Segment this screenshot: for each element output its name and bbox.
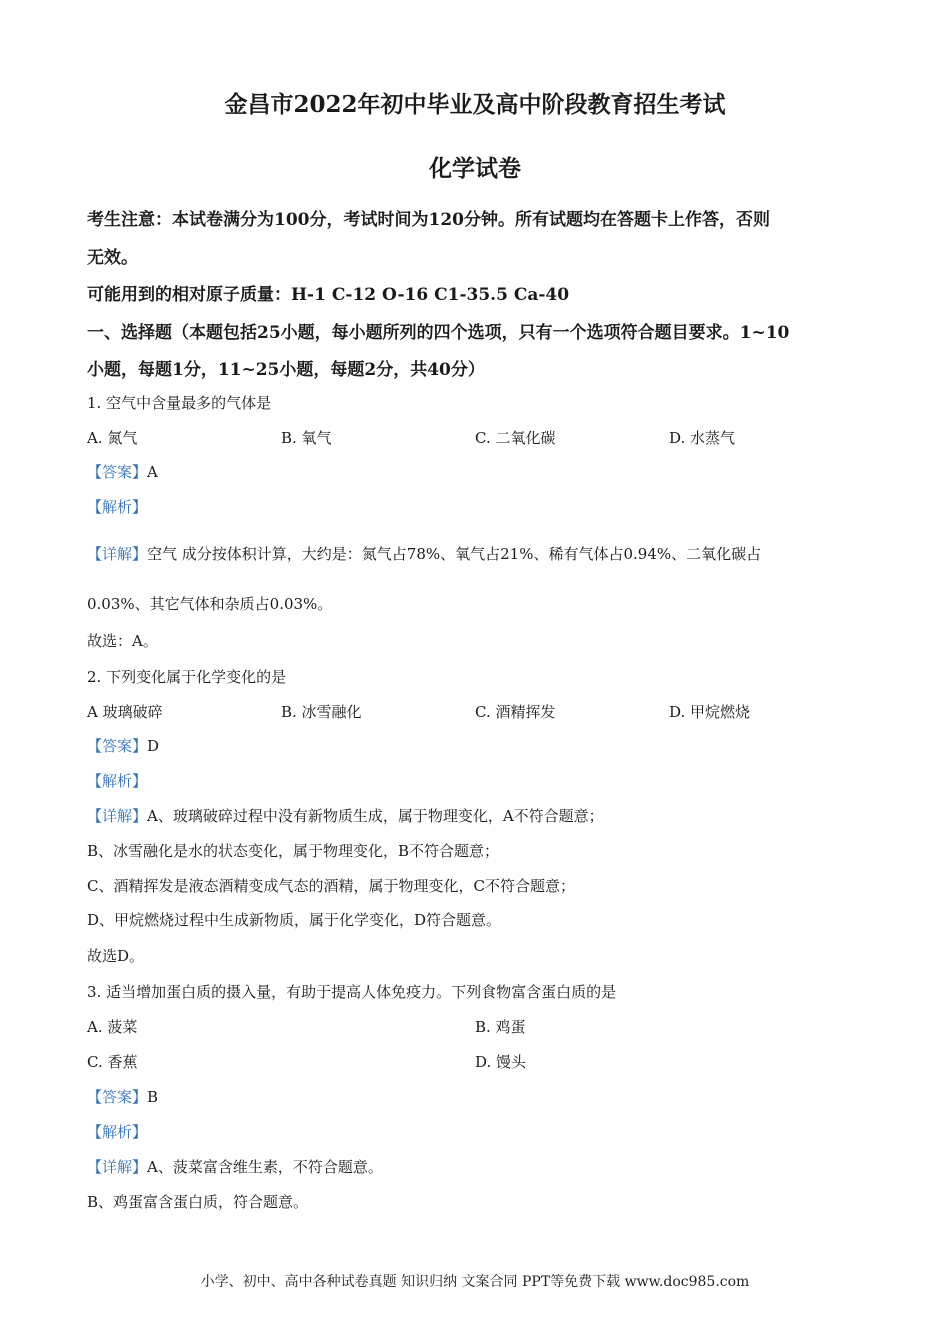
- q1-option-c: C. 二氧化碳: [475, 429, 556, 447]
- detail-label: 【详解】: [87, 807, 148, 825]
- detail-label: 【详解】: [87, 1158, 148, 1176]
- q2-detail-line-b: B、冰雪融化是水的状态变化，属于物理变化，B不符合题意；: [87, 842, 500, 860]
- detail-text: A、玻璃破碎过程中没有新物质生成，属于物理变化，A不符合题意；: [147, 807, 604, 825]
- detail-label: 【详解】: [87, 545, 148, 563]
- section-heading-line-1: 一、选择题（本题包括25小题，每小题所列的四个选项，只有一个选项符合题目要求。1~10: [87, 323, 790, 343]
- q2-analysis-label: 【解析】: [87, 772, 148, 790]
- exam-title: 金昌市2022年初中毕业及高中阶段教育招生考试: [224, 91, 726, 118]
- q3-option-b: B. 鸡蛋: [475, 1018, 526, 1036]
- q3-answer: [87, 1086, 158, 1107]
- answer-value: D: [147, 737, 160, 755]
- q2-option-c: C. 酒精挥发: [475, 703, 556, 721]
- q1-detail-line-1: [87, 543, 761, 564]
- q2-detail-line-d: D、甲烷燃烧过程中生成新物质，属于化学变化，D符合题意。: [87, 911, 502, 929]
- q3-detail-line-1: [87, 1156, 383, 1177]
- notice-line-1: 考生注意：本试卷满分为100分，考试时间为120分钟。所有试题均在答题卡上作答，否则: [87, 210, 770, 230]
- q1-answer: [87, 461, 158, 482]
- q3-analysis-label: 【解析】: [87, 1123, 148, 1141]
- q3-stem: 3. 适当增加蛋白质的摄入量，有助于提高人体免疫力。下列食物富含蛋白质的是: [87, 983, 617, 1001]
- q1-option-d: D. 水蒸气: [669, 429, 736, 447]
- q2-detail-line-c: C、酒精挥发是液态酒精变成气态的酒精，属于物理变化，C不符合题意；: [87, 877, 575, 895]
- answer-value: B: [147, 1088, 159, 1106]
- q2-conclusion: 故选D。: [87, 947, 145, 965]
- q3-option-a: A. 菠菜: [87, 1018, 138, 1036]
- q2-stem: 2. 下列变化属于化学变化的是: [87, 668, 287, 686]
- q2-option-b: B. 冰雪融化: [281, 703, 362, 721]
- q2-detail-line-1: [87, 805, 604, 826]
- q3-option-d: D. 馒头: [475, 1053, 527, 1071]
- q1-stem: 1. 空气中含量最多的气体是: [87, 394, 272, 412]
- q3-detail-line-b: B、鸡蛋富含蛋白质，符合题意。: [87, 1193, 309, 1211]
- page-footer: 小学、初中、高中各种试卷真题 知识归纳 文案合同 PPT等免费下载 www.doc985.com: [200, 1274, 750, 1290]
- answer-label: 【答案】: [87, 1088, 148, 1106]
- atomic-masses: 可能用到的相对原子质量：H-1 C-12 O-16 C1-35.5 Ca-40: [87, 285, 570, 305]
- q2-option-d: D. 甲烷燃烧: [669, 703, 751, 721]
- q1-analysis-label: 【解析】: [87, 498, 148, 516]
- q1-conclusion: 故选：A。: [87, 632, 158, 650]
- detail-text: 空气 成分按体积计算，大约是：氮气占78%、氧气占21%、稀有气体占0.94%、二氧化碳占: [147, 545, 762, 563]
- detail-text: A、菠菜富含维生素，不符合题意。: [147, 1158, 383, 1176]
- section-heading-line-2: 小题，每题1分，11~25小题，每题2分，共40分）: [87, 360, 485, 380]
- q2-option-a: A 玻璃破碎: [87, 703, 163, 721]
- q1-detail-line-2: 0.03%、其它气体和杂质占0.03%。: [87, 595, 333, 613]
- exam-subtitle: 化学试卷: [429, 155, 521, 182]
- q2-answer: [87, 735, 159, 756]
- q1-option-a: A. 氮气: [87, 429, 138, 447]
- answer-label: 【答案】: [87, 463, 148, 481]
- q1-option-b: B. 氧气: [281, 429, 332, 447]
- answer-label: 【答案】: [87, 737, 148, 755]
- answer-value: A: [147, 463, 158, 481]
- q3-option-c: C. 香蕉: [87, 1053, 138, 1071]
- notice-line-2: 无效。: [87, 248, 138, 268]
